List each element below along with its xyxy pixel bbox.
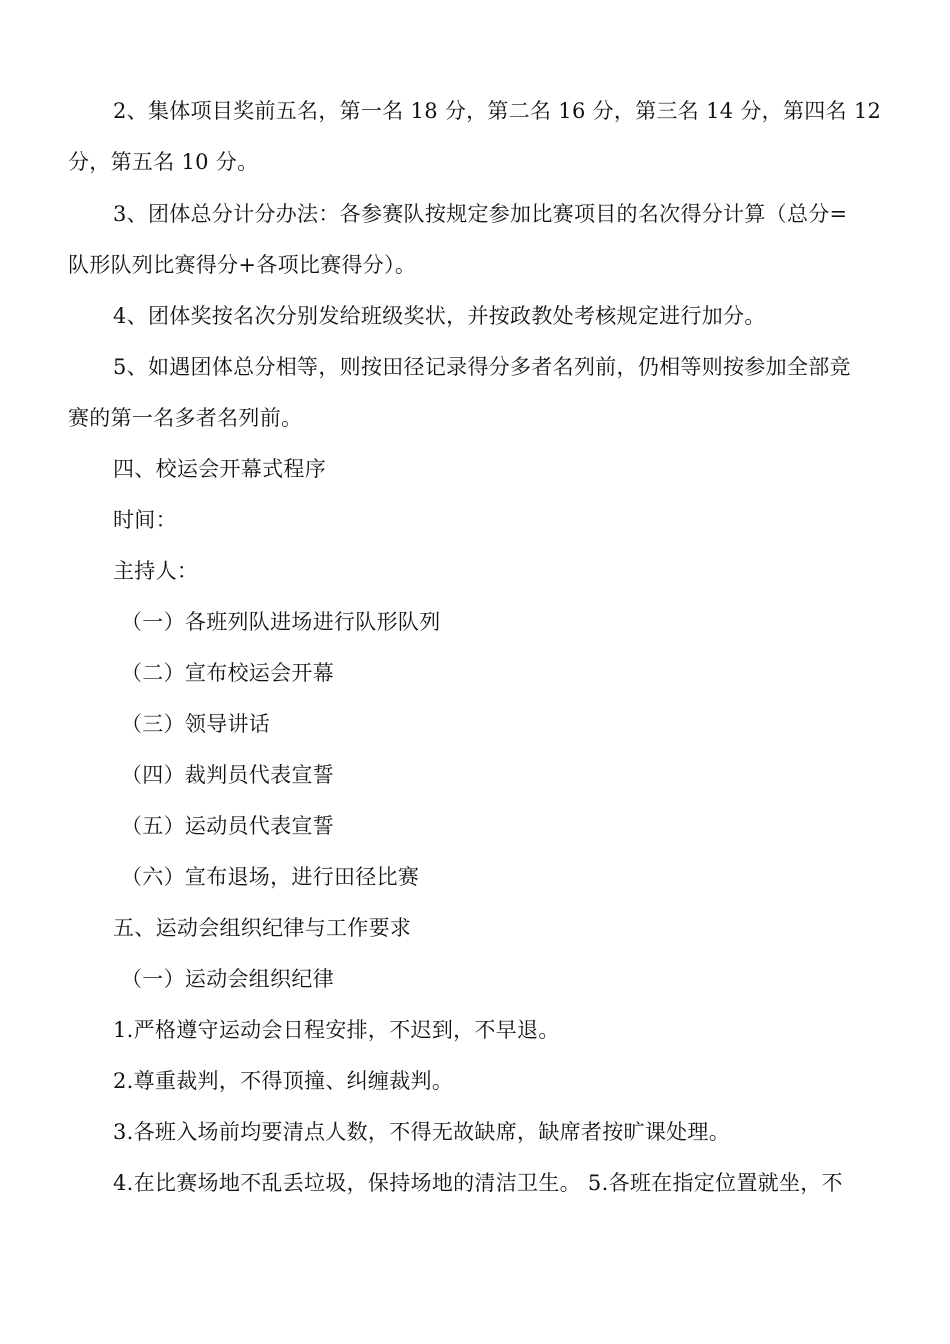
list-item: 2.尊重裁判，不得顶撞、纠缠裁判。 xyxy=(113,1069,454,1093)
list-item: （五）运动员代表宣誓 xyxy=(121,814,334,838)
paragraph-line: 4、团体奖按名次分别发给班级奖状，并按政教处考核规定进行加分。 xyxy=(113,304,766,328)
paragraph-line: 2、集体项目奖前五名，第一名 18 分，第二名 16 分，第三名 14 分，第四名 12 xyxy=(113,99,882,123)
list-item: 1.严格遵守运动会日程安排，不迟到，不早退。 xyxy=(113,1018,560,1042)
subsection-heading: （一）运动会组织纪律 xyxy=(121,967,334,991)
paragraph-line: 分，第五名 10 分。 xyxy=(68,150,259,174)
section-heading: 四、校运会开幕式程序 xyxy=(113,457,326,481)
list-item: （六）宣布退场，进行田径比赛 xyxy=(121,865,420,889)
paragraph-line: 3、团体总分计分办法：各参赛队按规定参加比赛项目的名次得分计算（总分= xyxy=(113,202,848,226)
list-item: （二）宣布校运会开幕 xyxy=(121,661,334,685)
paragraph-line: 队形队列比赛得分+各项比赛得分）。 xyxy=(68,253,417,277)
paragraph-line: 赛的第一名多者名列前。 xyxy=(68,406,303,430)
list-item: 4.在比赛场地不乱丢垃圾，保持场地的清洁卫生。 5.各班在指定位置就坐，不 xyxy=(113,1171,843,1195)
list-item: （一）各班列队进场进行队形队列 xyxy=(121,610,441,634)
list-item: 3.各班入场前均要清点人数，不得无故缺席，缺席者按旷课处理。 xyxy=(113,1120,731,1144)
list-item: （三）领导讲话 xyxy=(121,712,271,736)
list-item: （四）裁判员代表宣誓 xyxy=(121,763,334,787)
section-heading: 五、运动会组织纪律与工作要求 xyxy=(113,916,412,940)
time-field-label: 时间： xyxy=(113,508,177,532)
host-field-label: 主持人： xyxy=(113,559,199,583)
paragraph-line: 5、如遇团体总分相等，则按田径记录得分多者名列前，仍相等则按参加全部竞 xyxy=(113,355,851,379)
